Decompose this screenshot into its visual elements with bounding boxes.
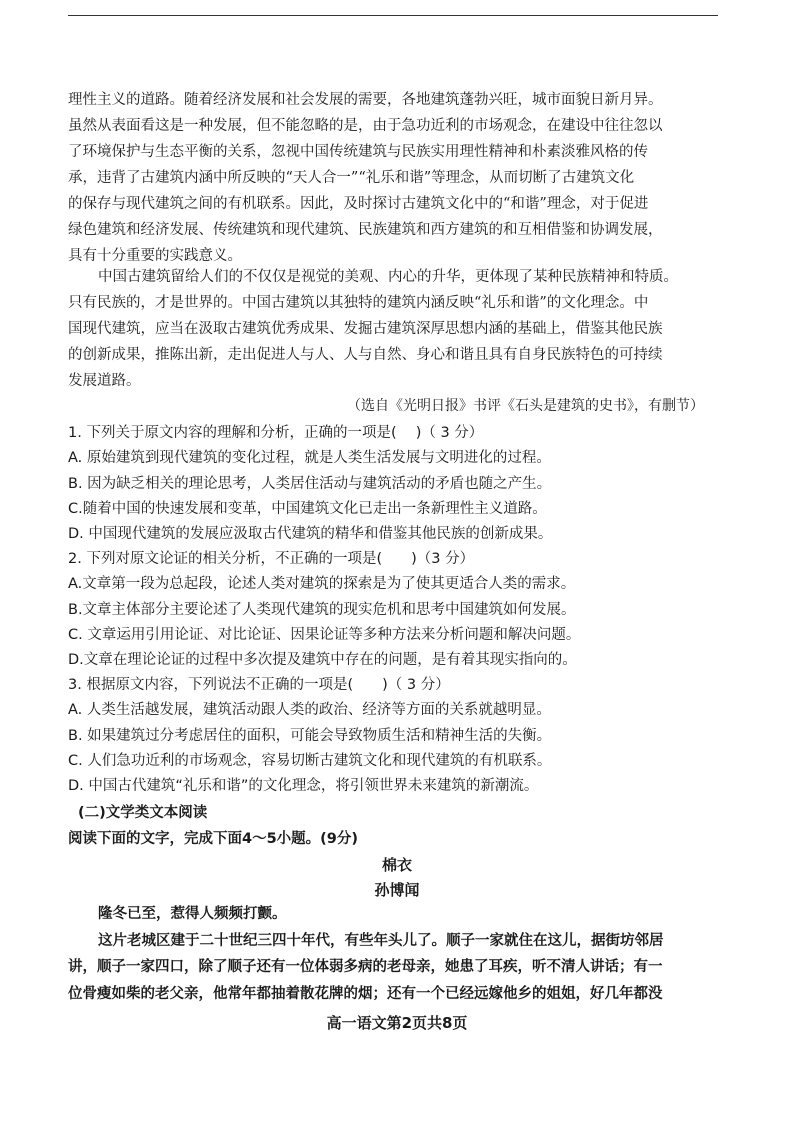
story-author: 孙博闻 xyxy=(374,881,420,899)
page-footer: 高一语文第2页共8页 xyxy=(326,1014,468,1032)
text-line: 隆冬已至，惹得人频频打颤。 xyxy=(98,905,287,922)
text-line: 了环境保护与生态平衡的关系，忽视中国传统建筑与民族实用理性精神和朴素淡雅风格的传 xyxy=(68,144,648,160)
text-line: 位骨瘦如柴的老父亲，他常年都抽着散花牌的烟；还有一个已经远嫁他乡的姐姐，好几年都没 xyxy=(68,984,663,1002)
option-d: D. 中国现代建筑的发展应汲取古代建筑的精华和借鉴其他民族的创新成果。 xyxy=(68,526,553,543)
option-c: C. 文章运用引用论证、对比论证、因果论证等多种方法来分析问题和解决问题。 xyxy=(68,626,581,643)
option-a: A.文章第一段为总起段，论述人类对建筑的探索是为了使其更适合人类的需求。 xyxy=(68,576,576,593)
section-instruction: 阅读下面的文字，完成下面4～5小题。(9分) xyxy=(68,831,359,847)
text-line: 具有十分重要的实践意义。 xyxy=(68,248,242,264)
text-line: 的保存与现代建筑之间的有机联系。因此，及时探讨古建筑文化中的“和谐”理念，对于促进 xyxy=(68,196,649,212)
question-stem: 3. 根据原文内容，下列说法不正确的一项是( )（ 3 分） xyxy=(68,677,450,693)
text-line: 绿色建筑和经济发展、传统建筑和现代建筑、民族建筑和西方建筑的和互相借鉴和协调发展， xyxy=(68,222,663,238)
question-3 xyxy=(68,673,718,799)
option-a: A. 人类生活越发展，建筑活动跟人类的政治、经济等方面的关系就越明显。 xyxy=(68,702,551,719)
text-line: 讲，顺子一家四口，除了顺子还有一位体弱多病的老母亲，她患了耳疾，听不清人讲话；有一 xyxy=(68,958,663,975)
story-title: 棉衣 xyxy=(381,856,412,874)
question-1 xyxy=(68,421,718,547)
passage-source: （选自《光明日报》书评《石头是建筑的史书》，有删节） xyxy=(347,398,704,414)
text-line: 中国古建筑留给人们的不仅仅是视觉的美观、内心的升华，更体现了某种民族精神和特质。 xyxy=(98,269,678,285)
passage-paragraph-1 xyxy=(68,87,718,269)
option-a: A. 原始建筑到现代建筑的变化过程，就是人类生活发展与文明进化的过程。 xyxy=(68,450,551,467)
text-line: 虽然从表面看这是一种发展，但不能忽略的是，由于急功近利的市场观念，在建设中往往忽以 xyxy=(68,118,663,134)
option-d: D.文章在理论论证的过程中多次提及建筑中存在的问题，是有着其现实指向的。 xyxy=(68,652,577,669)
option-b: B. 如果建筑过分考虑居住的面积，可能会导致物质生活和精神生活的失衡。 xyxy=(68,727,552,744)
text-line: 承，违背了古建筑内涵中所反映的“天人合一”“礼乐和谐”等理念，从而切断了古建筑文化 xyxy=(68,170,635,186)
option-b: B.文章主体部分主要论述了人类现代建筑的现实危机和思考中国建筑如何发展。 xyxy=(68,601,576,618)
text-line: 的创新成果，推陈出新，走出促进人与人、人与自然、身心和谐且具有自身民族特色的可持续 xyxy=(68,347,663,363)
section-heading: (二)文学类文本阅读 xyxy=(78,805,208,821)
header-rule xyxy=(68,15,718,16)
text-line: 只有民族的，才是世界的。中国古建筑以其独特的建筑内涵反映“礼乐和谐”的文化理念。中 xyxy=(68,295,649,311)
option-c: C.随着中国的快速发展和变革，中国建筑文化已走出一条新理性主义道路。 xyxy=(68,500,547,517)
story-text xyxy=(68,901,718,1007)
text-line: 理性主义的道路。随着经济发展和社会发展的需要，各地建筑蓬勃兴旺，城市面貌日新月异。 xyxy=(68,92,663,108)
option-c: C. 人们急功近利的市场观念，容易切断古建筑文化和现代建筑的有机联系。 xyxy=(68,752,552,769)
question-stem: 2. 下列对原文论证的相关分析，不正确的一项是( )（3 分） xyxy=(68,551,475,567)
option-d: D. 中国古代建筑“礼乐和谐”的文化理念，将引领世界未来建筑的新潮流。 xyxy=(68,778,539,795)
option-b: B. 因为缺乏相关的理论思考，人类居住活动与建筑活动的矛盾也随之产生。 xyxy=(68,475,552,492)
question-2 xyxy=(68,547,718,673)
text-line: 国现代建筑，应当在汲取古建筑优秀成果、发掘古建筑深厚思想内涵的基础上，借鉴其他民族 xyxy=(68,321,663,337)
passage-paragraph-2 xyxy=(68,264,718,394)
text-line: 这片老城区建于二十世纪三四十年代，有些年头儿了。顺子一家就住在这儿，据街坊邻居 xyxy=(98,931,664,949)
question-stem: 1. 下列关于原文内容的理解和分析，正确的一项是( )（ 3 分） xyxy=(68,425,484,441)
text-line: 发展道路。 xyxy=(68,373,141,389)
